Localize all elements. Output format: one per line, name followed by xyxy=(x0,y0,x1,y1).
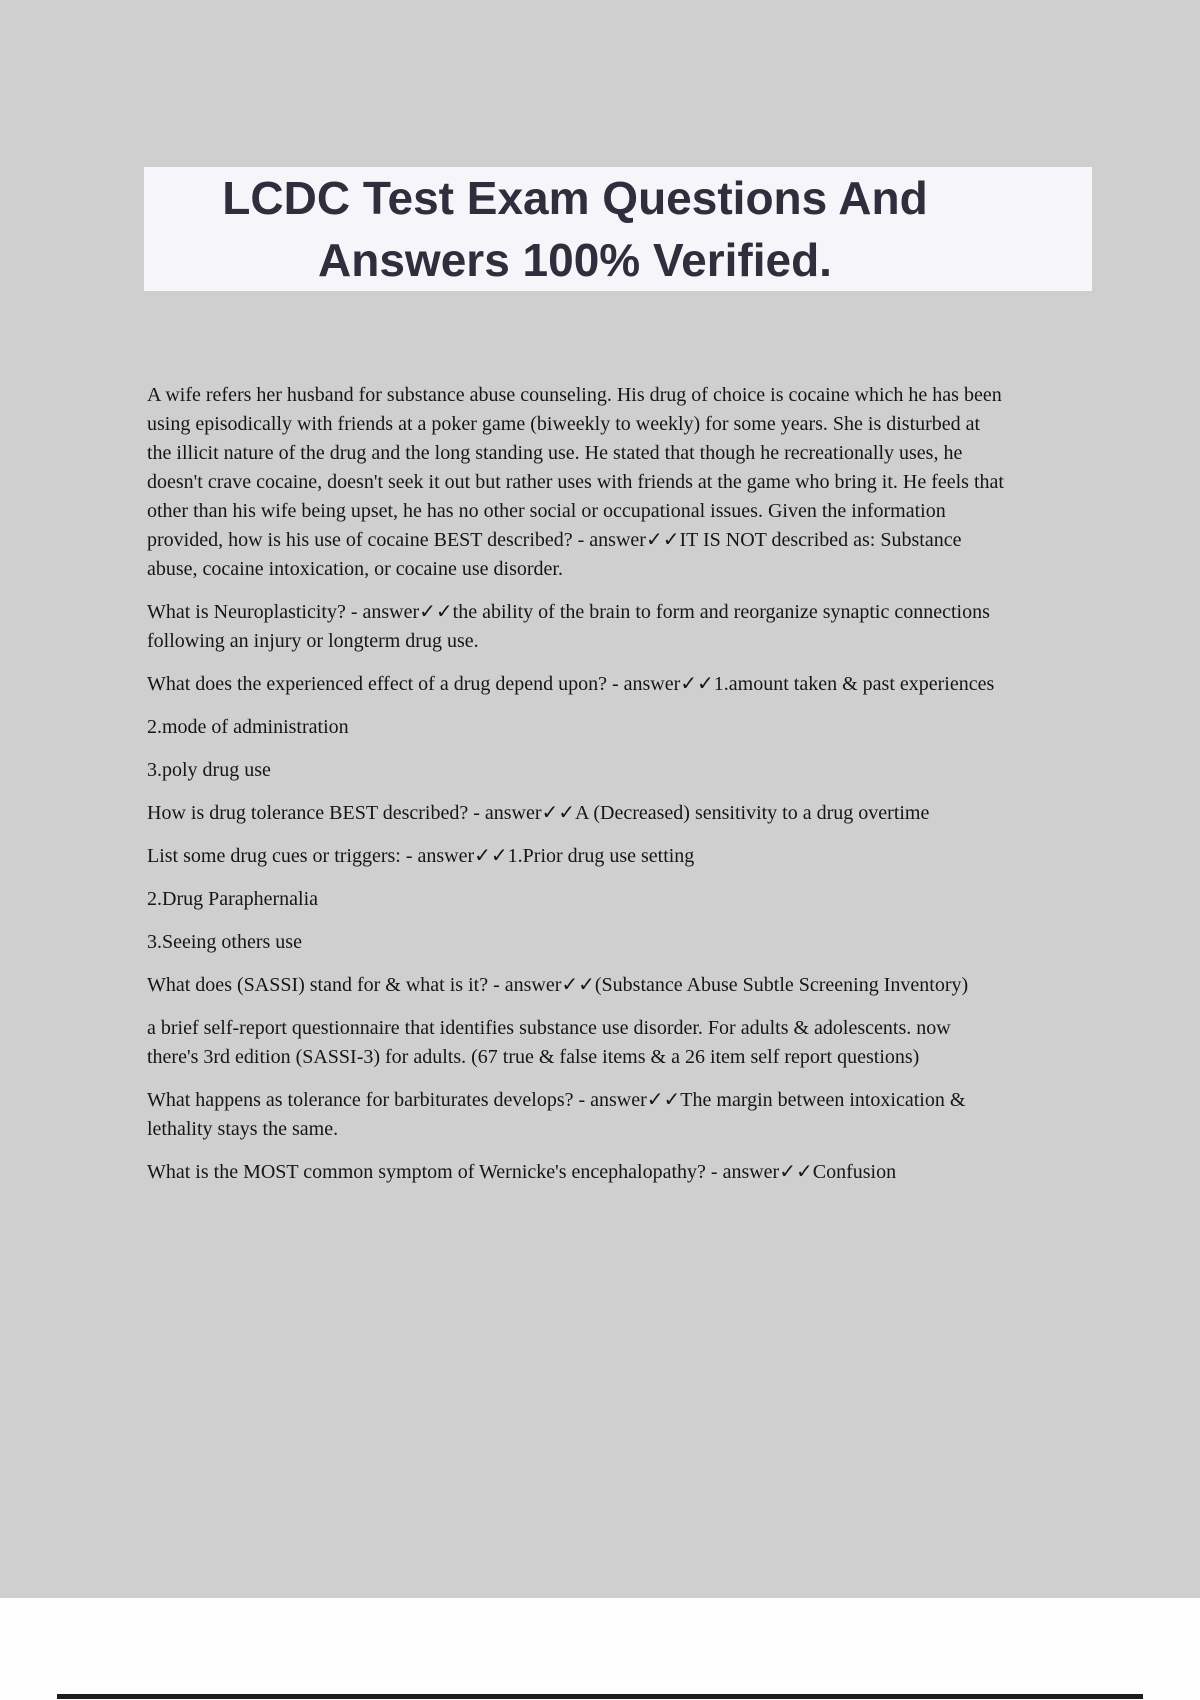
qa-paragraph-7: List some drug cues or triggers: - answer✓✓1.Prior drug use setting xyxy=(147,845,695,867)
document-body xyxy=(147,381,1005,1201)
qa-paragraph-8: 2.Drug Paraphernalia xyxy=(147,888,319,910)
page-divider-line xyxy=(57,1694,1143,1699)
document-title-line-1: LCDC Test Exam Questions And xyxy=(222,172,928,224)
qa-paragraph-5: 3.poly drug use xyxy=(147,759,271,781)
title-banner xyxy=(144,167,1092,291)
qa-paragraph-6: How is drug tolerance BEST described? - answer✓✓A (Decreased) sensitivity to a drug overtime xyxy=(147,802,930,824)
qa-paragraph-3: What does the experienced effect of a drug depend upon? - answer✓✓1.amount taken & past experiences xyxy=(147,673,995,695)
document-title-line-2: Answers 100% Verified. xyxy=(318,234,832,286)
qa-paragraph-9: 3.Seeing others use xyxy=(147,931,302,953)
qa-paragraph-10: What does (SASSI) stand for & what is it? - answer✓✓(Substance Abuse Subtle Screening Inventory) xyxy=(147,974,969,996)
qa-paragraph-11: a brief self-report questionnaire that identifies substance use disorder. For adults & adolescents. now there's 3rd edition (SASSI-3) for adults. (67 true & false items & a 26 item self report questions) xyxy=(147,1017,951,1068)
next-page-preview xyxy=(0,1598,1200,1700)
qa-paragraph-13: What is the MOST common symptom of Wernicke's encephalopathy? - answer✓✓Confusion xyxy=(147,1161,897,1183)
title-text-block xyxy=(144,167,1092,291)
qa-paragraph-12: What happens as tolerance for barbiturates develops? - answer✓✓The margin between intoxication & lethality stays the same. xyxy=(147,1089,966,1140)
qa-paragraph-4: 2.mode of administration xyxy=(147,716,349,738)
qa-paragraph-2: What is Neuroplasticity? - answer✓✓the ability of the brain to form and reorganize synaptic connections following an injury or longterm drug use. xyxy=(147,601,990,652)
qa-paragraph-1: A wife refers her husband for substance abuse counseling. His drug of choice is cocaine which he has been using episodically with friends at a poker game (biweekly to weekly) for some years. She is disturbed at the illicit nature of the drug and the long standing use. He stated that though he recreationally uses, he doesn't crave cocaine, doesn't seek it out but rather uses with friends at the game who bring it. He feels that other than his wife being upset, he has no other social or occupational issues. Given the information provided, how is his use of cocaine BEST described? - answer✓✓IT IS NOT described as: Substance abuse, cocaine intoxication, or cocaine use disorder. xyxy=(147,384,1004,580)
